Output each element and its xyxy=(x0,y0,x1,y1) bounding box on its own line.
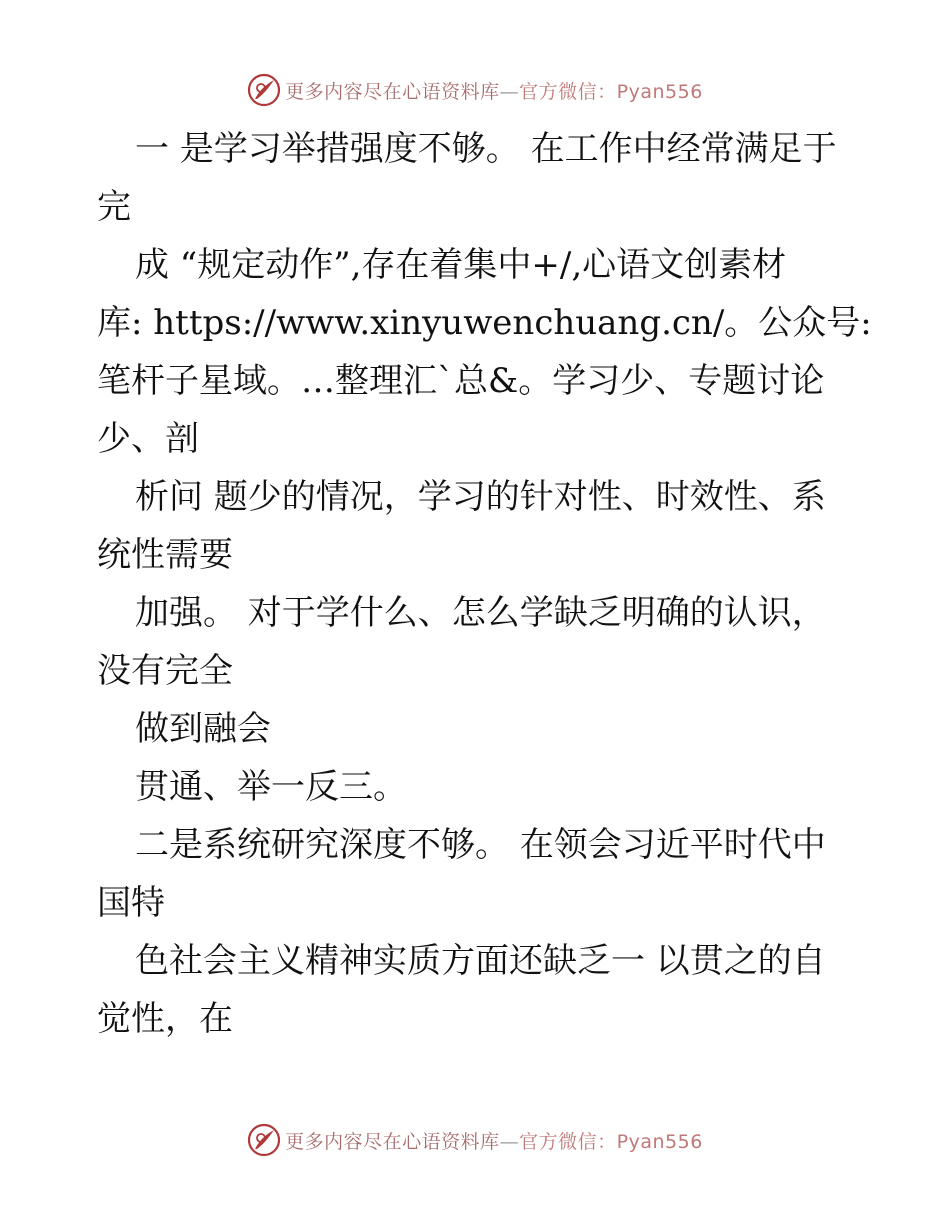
footer-banner xyxy=(0,1120,950,1160)
text-line: 二是系统研究深度不够。 在领会习近平时代中 xyxy=(135,825,826,865)
quill-logo-icon xyxy=(247,1123,281,1157)
footer-text xyxy=(285,1127,703,1154)
footer-separator: — xyxy=(499,1130,520,1153)
text-line: 少、剖 xyxy=(97,419,199,459)
header-text xyxy=(285,77,703,104)
text-line: 析问 题少的情况，学习的针对性、时效性、系 xyxy=(135,477,826,517)
text-line: 笔杆子星域。…整理汇`总&。学习少、专题讨论 xyxy=(97,361,825,401)
text-line: 成 “规定动作”,存在着集中+/,心语文创素材 xyxy=(135,245,787,285)
header-separator: — xyxy=(499,80,520,103)
text-line: 觉性，在 xyxy=(97,999,233,1039)
text-line: 一 是学习举措强度不够。 在工作中经常满足于 xyxy=(135,129,837,169)
text-line: 库: https://www.xinyuwenchuang.cn/。公众号: xyxy=(97,303,872,343)
header-wechat: 官方微信：Pyan556 xyxy=(519,80,703,103)
text-line: 色社会主义精神实质方面还缺乏一 以贯之的自 xyxy=(135,941,826,981)
text-line: 统性需要 xyxy=(97,535,233,575)
text-line: 国特 xyxy=(97,883,165,923)
document-body xyxy=(97,120,872,1048)
footer-title: 更多内容尽在心语资料库 xyxy=(285,1130,500,1153)
quill-logo-icon xyxy=(247,73,281,107)
header-banner xyxy=(0,70,950,110)
text-line: 完 xyxy=(97,187,131,227)
header-title: 更多内容尽在心语资料库 xyxy=(285,80,500,103)
text-line: 没有完全 xyxy=(97,651,233,691)
text-line: 加强。 对于学什么、怎么学缺乏明确的认识， xyxy=(135,593,826,633)
text-line: 贯通、举一反三。 xyxy=(135,767,407,807)
text-line: 做到融会 xyxy=(135,709,271,749)
footer-wechat: 官方微信：Pyan556 xyxy=(519,1130,703,1153)
